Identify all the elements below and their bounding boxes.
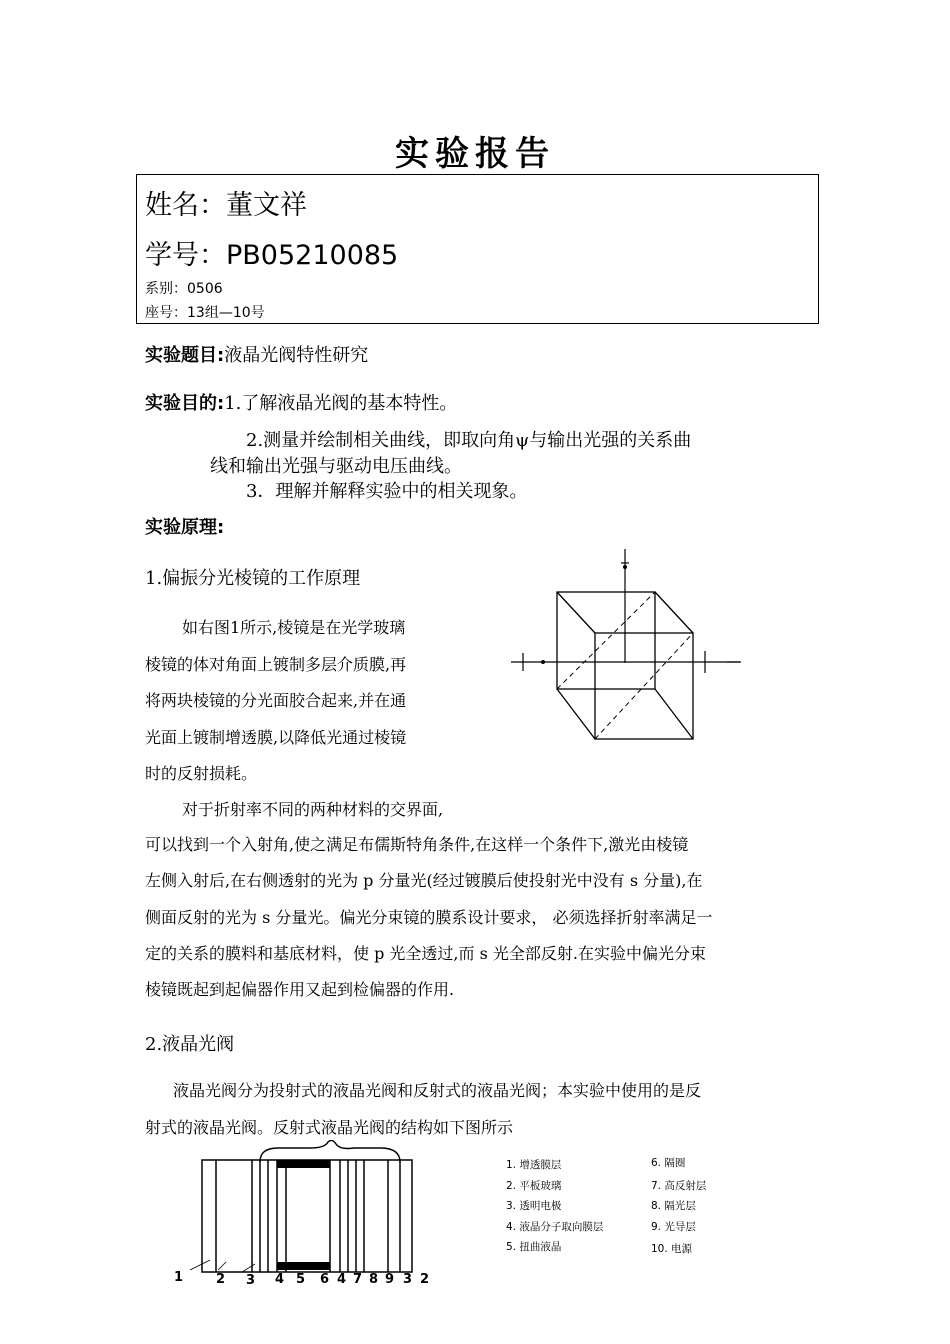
legend-item: 6. 隔圈 — [651, 1157, 686, 1169]
sec2-line-1: 液晶光阀分为投射式的液晶光阀和反射式的液晶光阀；本实验中使用的是反 — [173, 1081, 702, 1100]
topic-line — [145, 341, 368, 367]
part-number: 1 — [174, 1270, 184, 1285]
report-title: 实验报告 — [395, 134, 555, 174]
sec1-line-3: 将两块棱镜的分光面胶合起来,并在通 — [145, 691, 407, 710]
topic-label: 实验题目: — [145, 345, 225, 366]
principle-label: 实验原理: — [145, 517, 225, 538]
part-number: 9 — [385, 1272, 395, 1287]
sec1-line-1: 如右图1所示,棱镜是在光学玻璃 — [182, 618, 406, 637]
part-number: 7 — [353, 1272, 363, 1287]
sec1-line-2: 棱镜的体对角面上镀制多层介质膜,再 — [145, 655, 407, 674]
seat-number: 座号：13组—10号 — [145, 305, 265, 321]
legend-item: 1. 增透膜层 — [506, 1159, 562, 1171]
sec2-line-2: 射式的液晶光阀。反射式液晶光阀的结构如下图所示 — [145, 1118, 514, 1137]
sec1-line-10: 定的关系的膜料和基底材料，使 p 光全透过,而 s 光全部反射.在实验中偏光分束 — [145, 944, 706, 963]
sec1-line-7: 可以找到一个入射角,使之满足布儒斯特角条件,在这样一个条件下,激光由棱镜 — [145, 835, 689, 854]
legend-item: 10. 电源 — [651, 1243, 693, 1255]
student-name: 姓名：董文祥 — [145, 190, 307, 221]
leader-lines — [190, 1260, 255, 1272]
legend-item: 5. 扭曲液晶 — [506, 1241, 562, 1253]
part-number: 5 — [296, 1272, 306, 1287]
sec1-line-6: 对于折射率不同的两种材料的交界面, — [182, 800, 444, 819]
beam-dot — [541, 660, 545, 664]
legend-item: 8. 隔光层 — [651, 1200, 696, 1212]
lc-valve-legend — [500, 1150, 740, 1260]
student-id: 学号：PB05210085 — [145, 240, 399, 271]
sec1-line-8: 左侧入射后,在右侧透射的光为 p 分量光(经过镀膜后使投射光中没有 s 分量),在 — [145, 871, 703, 890]
section-1-title: 1.偏振分光棱镜的工作原理 — [145, 568, 361, 589]
sec1-line-9: 侧面反射的光为 s 分量光。偏光分束镜的膜系设计要求， 必须选择折射率满足一 — [145, 908, 713, 927]
spacer-bottom — [277, 1262, 330, 1270]
legend-item: 3. 透明电极 — [506, 1200, 562, 1212]
sec1-line-5: 时的反射损耗。 — [145, 764, 258, 783]
department: 系别：0506 — [145, 281, 223, 297]
purpose-line-1 — [145, 389, 457, 415]
vertical-beam-dot — [623, 565, 627, 569]
part-number: 3 — [403, 1272, 413, 1287]
prism-figure — [505, 545, 750, 745]
horizontal-beam — [511, 651, 741, 673]
legend-item: 9. 光导层 — [651, 1221, 696, 1233]
purpose-item-2-line-2: 线和输出光强与驱动电压曲线。 — [210, 456, 462, 477]
legend-item: 4. 液晶分子取向膜层 — [506, 1221, 604, 1233]
part-number: 4 — [337, 1272, 347, 1287]
purpose-item-1: 1.了解液晶光阀的基本特性。 — [224, 393, 458, 414]
sec1-line-4: 光面上镀制增透膜,以降低光通过棱镜 — [145, 728, 407, 747]
legend-item: 7. 高反射层 — [651, 1180, 707, 1192]
part-number: 8 — [369, 1272, 379, 1287]
part-number: 2 — [420, 1272, 430, 1287]
power-wire — [260, 1140, 400, 1162]
purpose-item-3: 3．理解并解释实验中的相关现象。 — [246, 481, 528, 502]
spacer-top — [277, 1160, 330, 1168]
part-number: 3 — [246, 1273, 256, 1288]
part-number: 4 — [275, 1272, 285, 1287]
part-number: 2 — [216, 1272, 226, 1287]
topic-text: 液晶光阀特性研究 — [224, 345, 369, 366]
sec1-line-11: 棱镜既起到起偏器作用又起到检偏器的作用. — [145, 980, 455, 999]
section-2-title: 2.液晶光阀 — [145, 1034, 235, 1055]
lc-valve-structure — [160, 1140, 440, 1290]
legend-item: 2. 平板玻璃 — [506, 1180, 562, 1192]
valve-outer — [202, 1160, 412, 1272]
purpose-label: 实验目的: — [145, 393, 225, 414]
purpose-item-2-line-1: 2.测量并绘制相关曲线，即取向角ψ与输出光强的关系曲 — [246, 430, 692, 451]
part-number: 6 — [320, 1272, 330, 1287]
